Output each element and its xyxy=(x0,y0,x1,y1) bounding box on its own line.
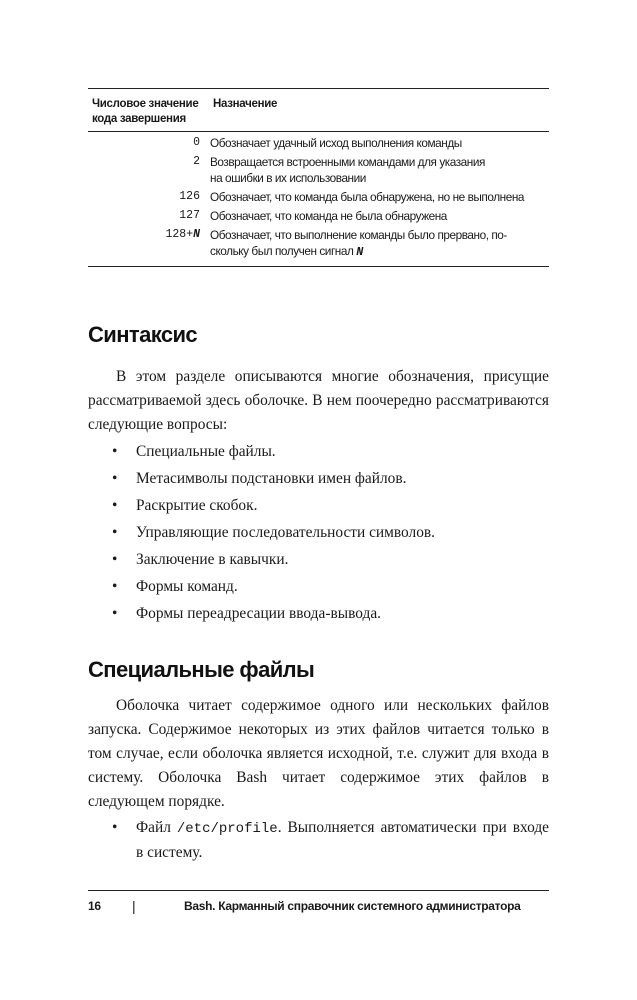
list-item-text: Формы переадресации ввода-вывода. xyxy=(136,605,382,622)
exit-desc-line2: на ошибки в их использовании xyxy=(210,171,366,185)
list-item-suffix: . Выполняется автоматически при входе в систему. xyxy=(136,819,549,861)
list-item-text: Заключение в кавычки. xyxy=(136,551,289,568)
page-footer xyxy=(88,898,549,914)
table-header xyxy=(88,89,549,132)
bullet-icon: • xyxy=(112,551,118,568)
list-item xyxy=(88,521,549,545)
list-item-text: Управляющие последовательности символов. xyxy=(136,524,436,541)
exit-code-var: N xyxy=(193,228,200,241)
exit-code-prefix: 128+ xyxy=(165,228,194,241)
list-item xyxy=(88,575,549,599)
footer-rule xyxy=(88,890,549,891)
list-item-text: Формы команд. xyxy=(136,578,238,595)
table-row xyxy=(88,227,549,260)
exit-desc-line1: Обозначает, что выполнение команды было прервано, по- xyxy=(210,228,507,242)
bullet-icon: • xyxy=(112,819,118,836)
list-item-text: Метасимволы подстановки имен файлов. xyxy=(136,470,407,487)
bullet-icon: • xyxy=(112,524,118,541)
list-item xyxy=(88,816,549,865)
list-item xyxy=(88,602,549,626)
exit-code xyxy=(88,227,205,260)
table-row xyxy=(88,189,549,205)
bullet-icon: • xyxy=(112,605,118,622)
exit-code: 127 xyxy=(179,209,200,222)
exit-desc xyxy=(205,227,549,260)
section-heading-syntax: Синтаксис xyxy=(88,322,198,347)
file-path-code: /etc/profile xyxy=(176,821,278,837)
header-desc: Назначение xyxy=(213,98,278,110)
section-heading-special-files: Специальные файлы xyxy=(88,657,315,682)
list-item xyxy=(88,467,549,491)
header-code xyxy=(88,97,209,127)
header-code-line1: Числовое значение xyxy=(92,98,199,110)
header-code-line2: кода завершения xyxy=(92,113,186,125)
exit-desc: Обозначает, что команда была обнаружена, но не выполнена xyxy=(210,190,525,204)
exit-code: 126 xyxy=(179,190,200,203)
bullet-icon: • xyxy=(112,497,118,514)
page-number: 16 xyxy=(88,899,101,913)
table-body xyxy=(88,132,549,266)
exit-code: 2 xyxy=(193,155,200,168)
list-item xyxy=(88,440,549,464)
exit-desc-line1: Возвращается встроенными командами для указания xyxy=(210,155,485,169)
syntax-topic-list xyxy=(88,440,549,629)
table-row xyxy=(88,154,549,186)
exit-code: 0 xyxy=(193,136,200,149)
exit-code-table xyxy=(88,88,549,267)
list-item xyxy=(88,548,549,572)
exit-desc-var: N xyxy=(356,245,363,259)
footer-separator: | xyxy=(132,898,136,914)
exit-desc-line2-text: скольку был получен сигнал xyxy=(210,244,357,258)
exit-desc xyxy=(205,154,549,186)
exit-desc: Обозначает удачный исход выполнения команды xyxy=(210,136,462,150)
special-files-list xyxy=(88,816,549,868)
list-item xyxy=(88,494,549,518)
bullet-icon: • xyxy=(112,470,118,487)
list-item-prefix: Файл xyxy=(136,819,177,836)
list-item-text: Специальные файлы. xyxy=(136,443,276,460)
exit-desc-line2 xyxy=(210,243,549,260)
table-row xyxy=(88,208,549,224)
table-row xyxy=(88,135,549,151)
bullet-icon: • xyxy=(112,443,118,460)
special-files-paragraph: Оболочка читает содержимое одного или нескольких файлов запуска. Содержимое некоторых из этих файлов читается только в том случае, если оболочка является исходной, т.е. служит для входа в систему. Оболочка Bash читает содержимое этих файлов в следующем порядке. xyxy=(88,697,549,810)
exit-desc: Обозначает, что команда не была обнаружена xyxy=(210,209,447,223)
bullet-icon: • xyxy=(112,578,118,595)
syntax-paragraph: В этом разделе описываются многие обозначения, присущие рассматриваемой здесь оболочке. В нем поочередно рассматриваются следующие вопросы: xyxy=(88,368,549,433)
book-title: Bash. Карманный справочник системного администратора xyxy=(184,899,521,913)
list-item-text: Раскрытие скобок. xyxy=(136,497,258,514)
